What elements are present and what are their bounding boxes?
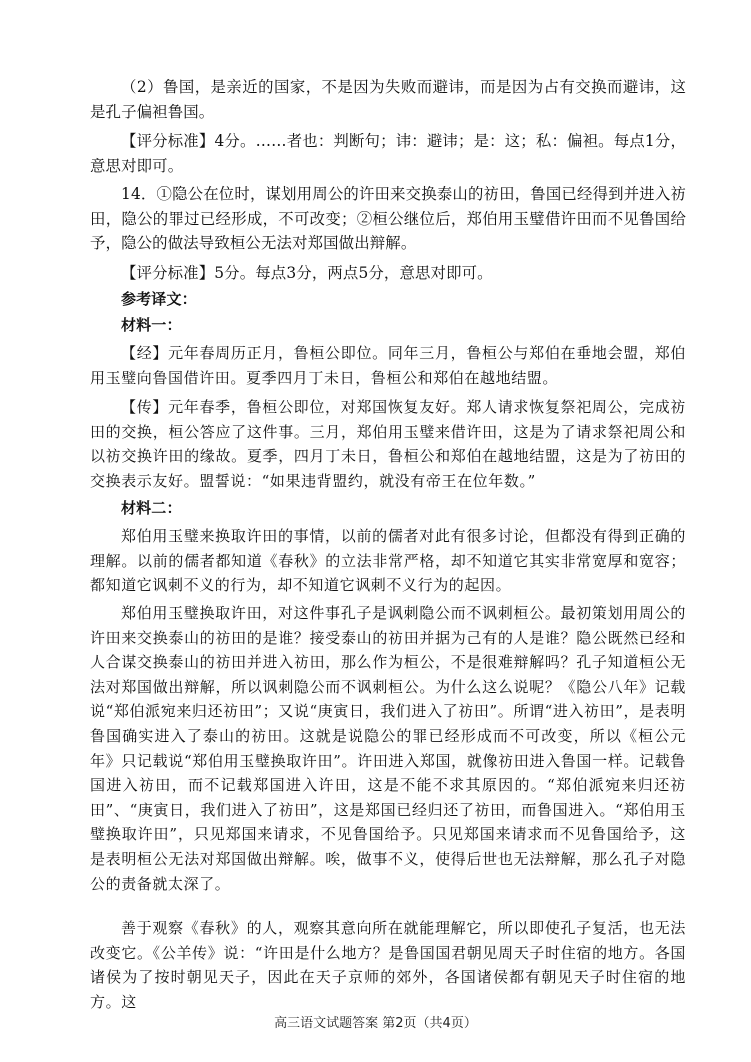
answer-14: 14．①隐公在位时，谋划用周公的许田来交换泰山的祊田，鲁国已经得到并进入祊田，隐公的罪过已经形成，不可改变；②桓公继位后，郑伯用玉璧借许田而不见鲁国给予，隐公的做法导致桓公无法对郑国做出辩解。 <box>90 185 686 253</box>
material-two-heading: 材料二： <box>121 499 182 517</box>
material-two-para-2: 郑伯用玉璧换取许田，对这件事孔子是讽刺隐公而不讽刺桓公。最初策划用周公的许田来交换泰山的祊田的是谁？接受泰山的祊田并据为己有的人是谁？隐公既然已经和人合谋交换泰山的祊田并进入祊田，那么作为桓公，不是很难辩解吗？孔子知道桓公无法对郑国做出辩解，所以讽刺隐公而不讽刺桓公。为什么这么说呢？《隐公八年》记载说“郑伯派宛来归还祊田”；又说“庚寅日，我们进入了祊田”。所谓“进入祊田”，是表明鲁国确实进入了泰山的祊田。这就是说隐公的罪已经形成而不可改变，所以《桓公元年》只记载说“郑伯用玉璧换取许田”。许田进入郑国，就像祊田进入鲁国一样。记载鲁国进入祊田，而不记载郑国进入许田，这是不能不求其原因的。“郑伯派宛来归还祊田”、“庚寅日，我们进入了祊田”，这是郑国已经归还了祊田，而鲁国进入。“郑伯用玉璧换取许田”，只见郑国来请求，不见鲁国给予。只见郑国来请求而不见鲁国给予，这是表明桓公无法对郑国做出辩解。唉，做事不义，使得后世也无法辩解，那么孔子对隐公的责备就太深了。 <box>90 604 686 893</box>
scoring-criteria-13: 【评分标准】4分。……者也：判断句；讳：避讳；是：这；私：偏袒。每点1分，意思对即可。 <box>90 132 686 175</box>
page-footer: 高三语文试题答案 第2页（共4页） <box>274 1016 477 1031</box>
material-two-para-1: 郑伯用玉璧来换取许田的事情，以前的儒者对此有很多讨论，但都没有得到正确的理解。以前的儒者都知道《春秋》的立法非常严格，却不知道它其实非常宽厚和宽容；都知道它讽刺不义的行为，却不知道它讽刺不义行为的起因。 <box>90 527 686 595</box>
material-one-heading: 材料一： <box>121 316 182 334</box>
scoring-criteria-14: 【评分标准】5分。每点3分，两点5分，意思对即可。 <box>121 264 493 282</box>
material-two-para-3: 善于观察《春秋》的人，观察其意向所在就能理解它，所以即使孔子复活，也无法改变它。《公羊传》说：“许田是什么地方？是鲁国国君朝见周天子时住宿的地方。各国诸侯为了按时朝见天子，因此在天子京师的郊外，各国诸侯都有朝见天子时住宿的地方。这 <box>90 919 686 1011</box>
translation-heading: 参考译文： <box>121 290 197 308</box>
answer-13-2: （2）鲁国，是亲近的国家，不是因为失败而避讳，而是因为占有交换而避讳，这是孔子偏袒鲁国。 <box>90 78 686 121</box>
material-one-zhuan: 【传】元年春季，鲁桓公即位，对郑国恢复友好。郑人请求恢复祭祀周公，完成祊田的交换，桓公答应了这件事。三月，郑伯用玉璧来借许田，这是为了请求祭祀周公和以祊交换许田的缘故。夏季，四月丁未日，鲁桓公和郑伯在越地结盟，这是为了祊田的交换表示友好。盟誓说：“如果违背盟约，就没有帝王在位年数。” <box>90 398 686 490</box>
material-one-jing: 【经】元年春周历正月，鲁桓公即位。同年三月，鲁桓公与郑伯在垂地会盟，郑伯用玉璧向鲁国借许田。夏季四月丁未日，鲁桓公和郑伯在越地结盟。 <box>90 344 686 387</box>
